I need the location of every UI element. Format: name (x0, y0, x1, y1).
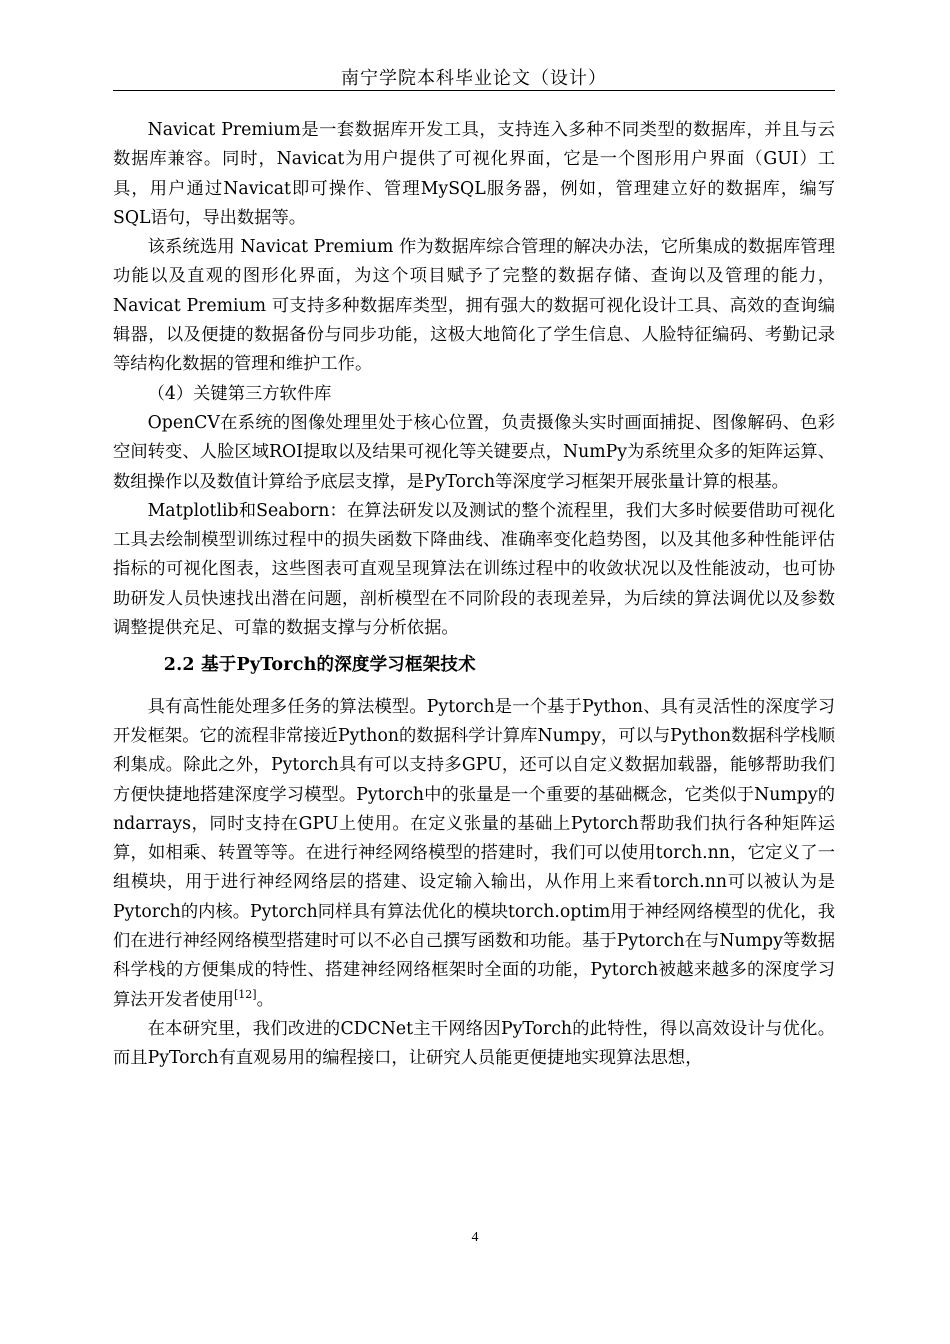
paragraph-pytorch-main-end: 。 (256, 989, 274, 1010)
paragraph-pytorch-main-text: 具有高性能处理多任务的算法模型。Pytorch是一个基于Python、具有灵活性的深度学习开发框架。它的流程非常接近Python的数据科学计算库Numpy，可以与Python数据科学栈顺利集成。除此之外，Pytorch具有可以支持多GPU，还可以自定义数据加载器，能够帮助我们方便快捷地搭建深度学习模型。Pytorch中的张量是一个重要的基础概念，它类似于Numpy的ndarrays，同时支持在GPU上使用。在定义张量的基础上Pytorch帮助我们执行各种矩阵运算，如相乘、转置等等。在进行神经网络模型的搭建时，我们可以使用torch.nn，它定义了一组模块，用于进行神经网络层的搭建、设定输入输出，从作用上来看torch.nn可以被认为是Pytorch的内核。Pytorch同样具有算法优化的模块torch.optim用于神经网络模型的优化，我们在进行神经网络模型搭建时可以不必自己撰写函数和功能。基于Pytorch在与Numpy等数据科学栈的方便集成的特性、搭建神经网络框架时全面的功能，Pytorch被越来越多的深度学习算法开发者使用 (113, 696, 835, 1010)
header-rule (113, 90, 835, 91)
body-text (113, 116, 835, 1074)
paragraph-pytorch-main (113, 693, 835, 1015)
section-heading: 2.2 基于PyTorch的深度学习框架技术 (163, 655, 476, 676)
paragraph-cdcnet: 在本研究里，我们改进的CDCNet主干网络因PyTorch的此特性，得以高效设计与优化。而且PyTorch有直观易用的编程接口，让研究人员能更便捷地实现算法思想， (113, 1018, 835, 1069)
paragraph-matplotlib-seaborn: Matplotlib和Seaborn：在算法研发以及测试的整个流程里，我们大多时候要借助可视化工具去绘制模型训练过程中的损失函数下降曲线、准确率变化趋势图，以及其他多种性能评估指标的可视化图表，这些图表可直观呈现算法在训练过程中的收敛状况以及性能波动，也可协助研发人员快速找出潜在问题，剖析模型在不同阶段的表现差异，为后续的算法调优以及参数调整提供充足、可靠的数据支撑与分析依据。 (113, 500, 835, 639)
page-number: 4 (471, 1230, 479, 1245)
subheading-third-party-libs: （4）关键第三方软件库 (147, 383, 332, 404)
page-header: 南宁学院本科毕业论文（设计） (341, 68, 607, 89)
citation-marker: [12] (233, 987, 257, 1001)
paragraph-navicat-intro: Navicat Premium是一套数据库开发工具，支持连入多种不同类型的数据库，并且与云数据库兼容。同时，Navicat为用户提供了可视化界面，它是一个图形用户界面（GUI）工具，用户通过Navicat即可操作、管理MySQL服务器，例如，管理建立好的数据库，编写SQL语句，导出数据等。 (113, 120, 835, 228)
paragraph-navicat-selection: 该系统选用 Navicat Premium 作为数据库综合管理的解决办法，它所集成的数据库管理功能以及直观的图形化界面，为这个项目赋予了完整的数据存储、查询以及管理的能力，Navicat Premium 可支持多种数据库类型，拥有强大的数据可视化设计工具、高效的查询编辑器，以及便捷的数据备份与同步功能，这极大地简化了学生信息、人脸特征编码、考勤记录等结构化数据的管理和维护工作。 (113, 237, 835, 375)
paragraph-opencv-numpy: OpenCV在系统的图像处理里处于核心位置，负责摄像头实时画面捕捉、图像解码、色彩空间转变、人脸区域ROI提取以及结果可视化等关键要点，NumPy为系统里众多的矩阵运算、数组操作以及数值计算给予底层支撑，是PyTorch等深度学习框架开展张量计算的根基。 (113, 412, 835, 492)
